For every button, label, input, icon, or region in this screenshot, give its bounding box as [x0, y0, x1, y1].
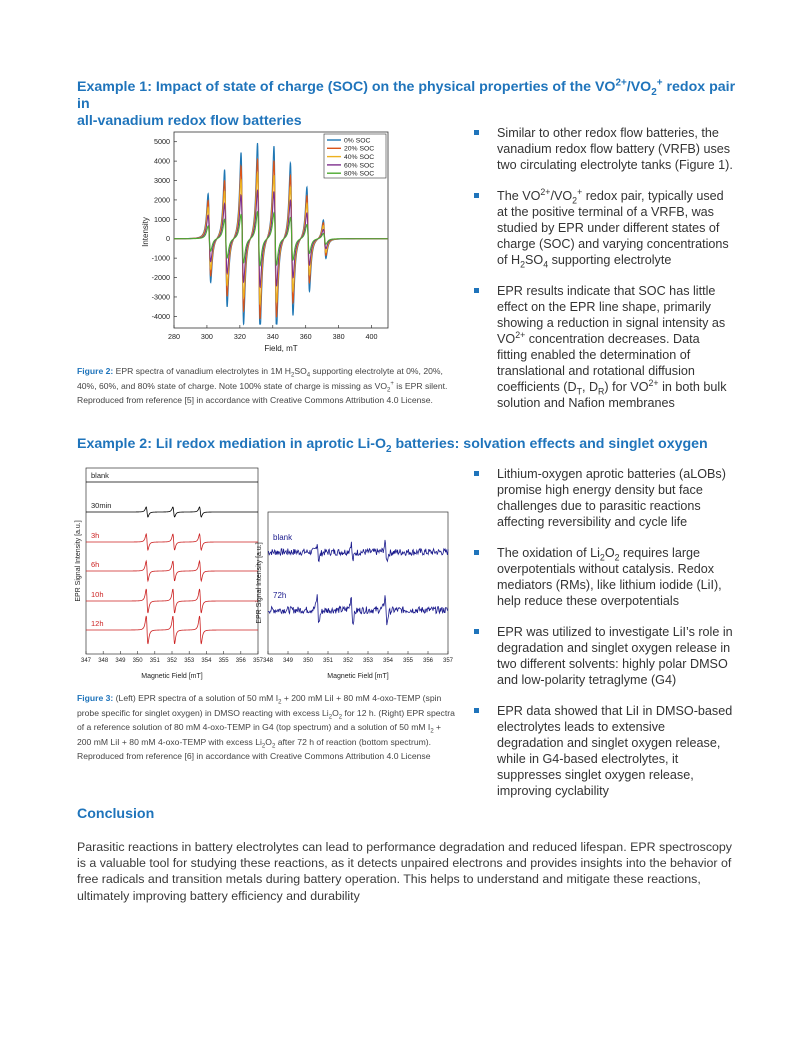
sub-2: 2 — [261, 743, 266, 750]
bullet-text: The VO — [497, 189, 541, 203]
lii-dmso-epr-chart — [74, 466, 264, 684]
y-axis-label: Intensity — [141, 217, 150, 247]
example1-bullet-2 — [471, 188, 733, 268]
caption-text: after 72 h of reaction (bottom spectrum). Reproduced from reference [6] in accordance with Creative Commons Attribution 4.0 License — [77, 736, 432, 761]
example2-title — [77, 436, 737, 453]
series-label: 3h — [91, 531, 100, 540]
x-tick-label: 352 — [166, 658, 178, 664]
caption-text: + 200 mM LiI + 80 mM 4-oxo-TEMP with excess Li — [77, 722, 442, 747]
soc-epr-chart — [138, 126, 400, 360]
legend-label: 20% SOC — [344, 145, 375, 153]
x-tick-label: 355 — [402, 658, 414, 664]
x-tick-label: 351 — [322, 658, 334, 664]
bullet-icon — [474, 629, 479, 634]
sub-2: 2 — [328, 714, 333, 721]
bullet-text: ) for VO — [604, 380, 649, 394]
series-label: 6h — [91, 560, 100, 569]
bullet-text: The oxidation of Li — [497, 546, 600, 560]
sup-plus: + — [390, 380, 394, 387]
sub-2: 2 — [430, 728, 434, 735]
x-tick-label: 350 — [132, 658, 143, 664]
x-tick-label: 357 — [442, 658, 454, 664]
y-tick-label: 1000 — [154, 214, 170, 224]
conclusion-title: Conclusion — [77, 806, 155, 822]
y-axis-label: EPR Signal Intensity [a.u.] — [75, 520, 82, 602]
sub-2: 2 — [278, 699, 282, 706]
sub-2: 2 — [520, 259, 526, 270]
example2-title-block — [77, 436, 737, 453]
x-tick-label: 320 — [233, 332, 246, 341]
example1-title-text-a: Example 1: Impact of state of charge (SOC) on the physical properties of the VO — [77, 79, 616, 95]
x-tick-label: 351 — [149, 658, 160, 664]
sup-2plus: 2+ — [615, 77, 627, 89]
example1-bullet-1 — [471, 125, 733, 173]
plot-frame — [86, 468, 258, 654]
bullet-text: O — [604, 546, 615, 560]
example2-bullet-list — [471, 466, 733, 814]
x-tick-label: 360 — [299, 332, 312, 341]
x-tick-label: 280 — [168, 332, 180, 341]
bullet-text: /VO — [550, 189, 573, 203]
figure3-caption — [77, 691, 455, 764]
x-tick-label: 400 — [365, 332, 378, 341]
series-label: 10h — [91, 590, 104, 599]
caption-text: for 12 h. (Right) EPR spectra of a reference solution of 80 mM 4-oxo-TEMP in G4 (top spectrum) and a solution of 50 mM I — [77, 707, 455, 732]
bullet-text: in both bulk solution and Nafion membranes — [497, 380, 727, 410]
bullet-text: supporting electrolyte — [548, 253, 672, 267]
plot-frame — [268, 512, 448, 654]
figure2-caption — [77, 364, 455, 408]
x-axis-label: Field, mT — [264, 344, 298, 353]
x-tick-label: 352 — [342, 658, 354, 664]
y-tick-label: -1000 — [151, 253, 170, 263]
sub-2: 2 — [271, 743, 276, 750]
x-tick-label: 353 — [362, 658, 374, 664]
sub-4: 4 — [306, 372, 311, 379]
x-tick-label: 349 — [115, 658, 126, 664]
x-tick-label: 300 — [200, 332, 213, 341]
example1-bullet-3 — [471, 283, 733, 411]
legend-label: 0% SOC — [344, 137, 371, 145]
series-label: 72h — [273, 591, 287, 600]
bullet-text: concentration decreases. Data fitting enabled the determination of translational and rotational diffusion coefficients (D — [497, 332, 700, 394]
series-line — [268, 594, 448, 625]
example1-title-block — [77, 79, 737, 130]
conclusion-text: Parasitic reactions in battery electrolytes can lead to performance degradation and reduced lifespan. EPR spectroscopy is a valuable tool for studying these reactions, as it detects unpaired electrons and provides insights into the behavior of free radicals and transition metals during battery operation. This helps to understand and mitigate these reactions, ultimately improving battery efficiency and durability — [77, 840, 732, 903]
sup-plus: + — [656, 77, 663, 89]
bullet-icon — [474, 471, 479, 476]
sup-2plus: 2+ — [648, 377, 659, 388]
legend-label: 60% SOC — [344, 162, 375, 170]
sub-t: T — [576, 386, 582, 397]
g4-epr-chart — [250, 510, 454, 684]
sub-2: 2 — [386, 443, 392, 455]
figure2-label: Figure 2: — [77, 366, 114, 376]
x-axis-label: Magnetic Field [mT] — [141, 673, 203, 680]
series-label: 30min — [91, 501, 112, 510]
x-tick-label: 354 — [382, 658, 394, 664]
sub-2: 2 — [387, 387, 391, 394]
bullet-text: Lithium-oxygen aprotic batteries (aLOBs) promise high energy density but face challenges due to parasitic reactions affecting reversibility and cycle life — [497, 467, 726, 529]
y-axis-label: EPR Signal Intensity [a.u.] — [256, 542, 263, 624]
y-tick-label: -3000 — [151, 292, 170, 302]
bullet-text: requires large overpotentials without catalysis. Redox mediators (RMs), like lithium iodide (LiI), help reduce these overpotentials — [497, 546, 722, 608]
series-line — [86, 534, 258, 550]
sub-2: 2 — [651, 86, 657, 98]
series-label: blank — [273, 533, 293, 542]
example1-title-line2: all-vanadium redox flow batteries — [77, 113, 302, 129]
example2-title-text-a: Example 2: LiI redox mediation in aprotic Li-O — [77, 436, 387, 452]
caption-text: O — [265, 736, 272, 747]
series-line — [86, 507, 258, 517]
example1-title-text-b: /VO — [626, 79, 652, 95]
bullet-text: , D — [581, 380, 599, 394]
x-tick-label: 357 — [252, 658, 264, 664]
bullet-icon — [474, 708, 479, 713]
bullet-text: EPR data showed that LiI in DMSO-based electrolytes leads to extensive degradation and singlet oxygen release, while in G4-based electrolytes, it suppresses singlet oxygen release, improving cyclability — [497, 704, 733, 798]
caption-text: + 200 mM LiI + 80 mM 4-oxo-TEMP (spin probe specific for singlet oxygen) in DMSO reacting with excess Li — [77, 693, 442, 718]
sup-2plus: 2+ — [515, 329, 526, 340]
bullet-icon — [474, 288, 479, 293]
x-tick-label: 347 — [80, 658, 92, 664]
bullet-text: SO — [525, 253, 544, 267]
example2-bullet-4 — [471, 703, 733, 799]
sub-2: 2 — [572, 195, 578, 206]
series-label: 12h — [91, 619, 104, 628]
bullet-text: EPR was utilized to investigate LiI’s role in degradation and singlet oxygen release in two different solvents: highly polar DMSO and low-polarity tetraglyme (G4) — [497, 625, 733, 687]
y-tick-label: 5000 — [154, 137, 170, 147]
sup-2plus: 2+ — [540, 186, 551, 197]
example2-bullet-2 — [471, 545, 733, 609]
caption-text: supporting electrolyte at 0%, 20%, 40%, 60%, and 80% state of charge. Note 100% state of charge is missing as VO — [77, 366, 443, 391]
legend-label: 40% SOC — [344, 154, 375, 161]
x-tick-label: 356 — [422, 658, 434, 664]
x-tick-label: 355 — [218, 658, 229, 664]
example2-bullet-3 — [471, 624, 733, 688]
x-tick-label: 380 — [332, 332, 345, 341]
x-tick-label: 354 — [201, 658, 212, 664]
bullet-icon — [474, 130, 479, 135]
figure3-label: Figure 3: — [77, 693, 114, 703]
x-tick-label: 348 — [262, 658, 274, 664]
sub-2: 2 — [338, 714, 343, 721]
bullet-text: redox pair, typically used at the positive terminal of a VRFB, was studied by EPR under different states of charge (SOC) and varying concentrations of H — [497, 189, 729, 267]
sub-r: R — [598, 386, 605, 397]
x-tick-label: 356 — [235, 658, 246, 664]
series-line — [86, 589, 258, 613]
y-tick-label: 4000 — [154, 156, 170, 166]
sub-2: 2 — [614, 552, 620, 563]
x-tick-label: 340 — [266, 332, 279, 341]
x-tick-label: 353 — [184, 658, 195, 664]
series-line — [86, 616, 258, 644]
x-axis-label: Magnetic Field [mT] — [327, 673, 389, 680]
bullet-text: EPR results indicate that SOC has little effect on the EPR line shape, primarily showing a reduction in signal intensity as VO — [497, 284, 726, 346]
y-tick-label: 0 — [166, 234, 170, 244]
example2-bullet-1 — [471, 466, 733, 530]
example1-bullet-list — [471, 125, 733, 426]
series-label: blank — [91, 471, 109, 480]
x-tick-label: 350 — [302, 658, 314, 664]
example1-title — [77, 79, 737, 130]
legend-label: 80% SOC — [344, 170, 375, 178]
sub-4: 4 — [543, 259, 549, 270]
caption-text: is EPR silent. Reproduced from reference [5] in accordance with Creative Commons Attribution 4.0 License. — [77, 380, 448, 405]
y-tick-label: 2000 — [154, 195, 170, 205]
sup-plus: + — [577, 186, 583, 197]
y-tick-label: -4000 — [151, 311, 170, 321]
caption-text: (Left) EPR spectra of a solution of 50 mM I — [113, 693, 279, 703]
bullet-icon — [474, 550, 479, 555]
x-tick-label: 348 — [98, 658, 109, 664]
y-tick-label: -2000 — [151, 273, 170, 283]
series-line — [86, 561, 258, 581]
bullet-text: Similar to other redox flow batteries, the vanadium redox flow battery (VRFB) uses two circulating electrolyte tanks (Figure 1). — [497, 126, 733, 172]
x-tick-label: 349 — [282, 658, 294, 664]
y-tick-label: 3000 — [154, 176, 170, 186]
bullet-icon — [474, 193, 479, 198]
sub-2: 2 — [599, 552, 605, 563]
example2-title-text-b: batteries: solvation effects and singlet oxygen — [391, 436, 708, 452]
series-line — [268, 540, 448, 562]
caption-text: O — [332, 707, 339, 718]
conclusion-block — [77, 806, 737, 904]
caption-text: EPR spectra of vanadium electrolytes in 1M H — [113, 366, 291, 376]
example1-title-text-c: redox pair in — [77, 79, 736, 112]
caption-text: SO — [294, 366, 307, 376]
sub-2: 2 — [290, 372, 295, 379]
